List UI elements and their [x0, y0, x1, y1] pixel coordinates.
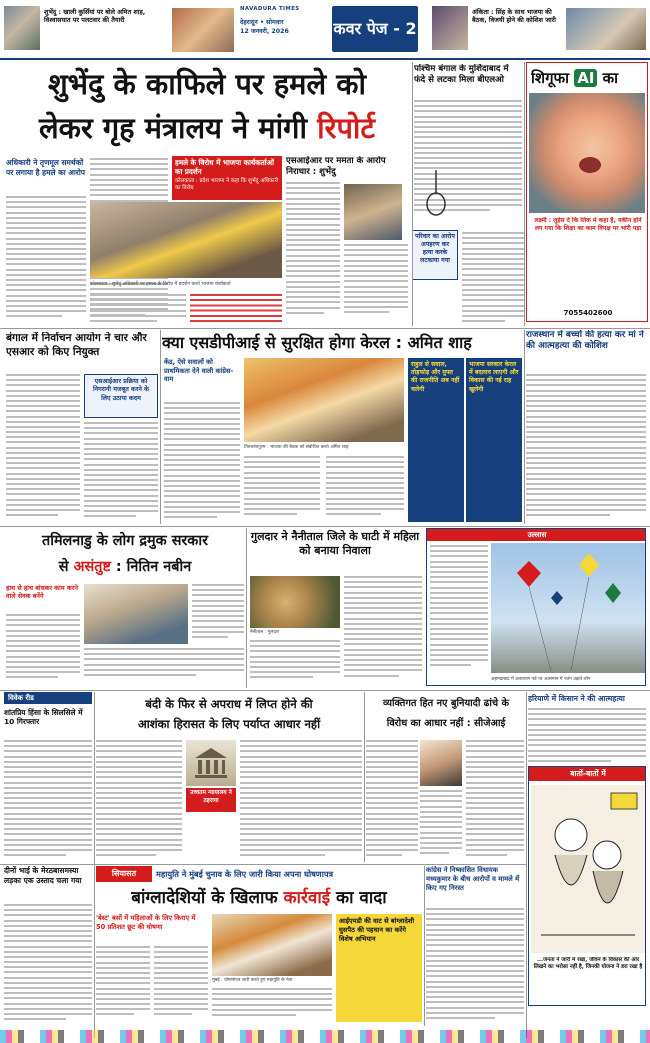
jail-headline-line1: बंदी के फिर से अपराध में लिप्त होने की — [145, 697, 313, 711]
kite-photo — [491, 543, 645, 673]
personal-body-3 — [466, 740, 524, 860]
sir-body-left — [286, 182, 340, 324]
tn-body-1 — [6, 614, 80, 686]
sir-headline[interactable]: एसआईआर पर ममता के आरोप निराधार : शुभेंदु — [286, 156, 386, 177]
col-rule-a — [412, 62, 413, 326]
col-rule-c — [160, 330, 161, 524]
personal-headline-line2: विरोध का आधार नहीं : सीजेआई — [386, 718, 506, 729]
rule-3 — [0, 690, 650, 691]
mumbai-strap: महायुति ने मुंबई चुनाव के लिए जारी किया अपना घोषणापत्र — [156, 869, 334, 879]
rajasthan-headline[interactable]: राजस्थान में बच्चों की हत्या कर मां ने की आत्महत्या की कोशिश — [526, 330, 644, 351]
tn-sub: हाथ से हाथ बांधकर काम करने वाले सेवक बनेंगे — [6, 584, 78, 601]
leopard-caption: नैनीताल : गुलदार — [250, 630, 279, 635]
right-teaser-photo — [432, 6, 468, 50]
supreme-court-photo — [186, 740, 236, 786]
col-rule-d — [524, 330, 525, 524]
festival-caption: अहमदाबाद में उत्तरायण पर्व पर आसमान में पतंग उड़ाते लोग — [491, 677, 591, 682]
lead-headline-highlight: रिपोर्ट — [317, 111, 376, 145]
masthead-center — [240, 6, 418, 52]
col-rule-i — [424, 866, 425, 1026]
shah-sub: केंद्र, ऐसे सवालों को प्राथमिकता देने वाली कांग्रेस-वाम — [164, 358, 234, 384]
left-teaser-photo — [4, 6, 40, 50]
protest-body — [90, 294, 186, 324]
haryana-headline[interactable]: हरियाणे में किसान ने की आत्महत्या — [528, 694, 625, 703]
masthead — [0, 0, 650, 60]
lead-body-left — [6, 196, 86, 324]
cartoon-title-bar — [529, 767, 646, 781]
tn-body-3 — [192, 584, 244, 646]
col-rule-g — [364, 692, 365, 862]
bangla-headline[interactable]: बांग्लादेशियों के खिलाफ कार्रवाई का वादा — [131, 888, 387, 908]
col-rule-h — [526, 692, 527, 1038]
shigufa-caption: लक्ष्मी : लुईस दे कि लिंक मे कहा है, यकीन होने लग गया कि शिक्षा का काम विपक्ष पर भारी पड़ा — [534, 217, 642, 233]
festival-title-bar — [427, 529, 646, 541]
cartoon-illustration — [531, 785, 645, 953]
jail-headline-line2: आशंका हिरासत के लिए पर्याप्त आधार नहीं — [137, 717, 321, 731]
election-body-1 — [6, 374, 80, 522]
shah-photo — [244, 358, 404, 442]
congress-headline[interactable]: कांग्रेस ने निष्कासित विधायक मध्यकुमार के बीच आरोपों व मामले में किए गए निरस्त — [426, 866, 520, 892]
shah-yellow-1-text: राहुल से सवाल, तोड़फोड़ और मुफ्त की राजनीति अब नहीं चलेगी — [411, 361, 460, 393]
col-rule-f — [94, 692, 95, 1038]
festival-title: उल्लास — [527, 530, 547, 539]
baby-mouth — [579, 157, 601, 173]
personal-headline[interactable] — [366, 694, 526, 736]
bangla-yellow-box — [336, 914, 422, 1022]
jail-caption: उच्चतम न्यायालय ने ठहराया — [190, 790, 232, 804]
right-teaser-photo-2 — [566, 8, 646, 50]
shah-body-3 — [326, 456, 404, 522]
tn-headline[interactable] — [6, 528, 244, 582]
tn-headline-highlight: असंतुष्ट — [73, 559, 111, 575]
leopard-photo — [250, 576, 340, 628]
leopard-headline[interactable]: गुलदार ने नैनीताल जिले के घाटी में महिला को बनाया निवाला — [250, 530, 420, 557]
shah-headline[interactable]: क्या एसडीपीआई से सुरक्षित होगा केरल : अमित शाह — [162, 333, 472, 352]
vivek-body — [4, 740, 92, 860]
cartoon-caption: ...जनता ने जारी में रखा, जीवन के विकास की ओर लिखने का भरोसा नहीं है, जिनकी योजना ने डरा रखा है — [533, 957, 643, 971]
masthead-rule — [0, 58, 650, 60]
day: सोमवार — [266, 19, 284, 26]
election-body-2 — [84, 422, 158, 522]
noose-box-text: परिवार का आरोप अपहरण कर हत्या करके लटकाया गया — [415, 233, 455, 264]
bangla-sub: 'बेस्ट' बसों में महिलाओं के लिए किराए में 50 प्रतिशत छूट की घोषणा — [96, 914, 196, 931]
tn-photo — [84, 584, 188, 644]
lead-headline[interactable] — [4, 62, 410, 154]
blo-headline[interactable]: पश्चिम बंगाल के मुर्शिदाबाद में फंदे से लटका मिला बीएलओ — [414, 64, 509, 85]
mumbai-photo-caption: मुंबई : घोषणापत्र जारी करते हुए महायुति के नेता — [212, 978, 293, 983]
date-line: देहरादून • सोमवार 12 जनवरी, 2026 — [240, 19, 289, 35]
ai-badge: AI — [574, 69, 597, 87]
protest-box-sub: कोलकाता : प्रदेश भाजपा ने कहा कि शुभेंदु अधिकारी का विरोध — [175, 177, 279, 191]
noose-box — [412, 230, 458, 280]
sir-body-right — [344, 244, 408, 324]
vivek-title: विवेक रीड — [8, 694, 34, 702]
siyasat-tag — [96, 866, 152, 882]
haryana-body — [528, 708, 646, 766]
masthead-crowd-photo — [172, 8, 234, 52]
left-bottom-headline[interactable]: दीनों भाई के मेरठबासमस्या लड़का एक उस्ताद चला गया — [4, 866, 82, 885]
left-teaser[interactable]: शुभेंदु : खाली कुर्सियां पर बोले अमित शाह, विश्वासघात पर पलटवार की तैयारी — [44, 8, 146, 25]
leopard-body-2 — [344, 576, 422, 686]
congress-body — [426, 908, 524, 1022]
festival-body — [430, 545, 488, 673]
shigufa-title: शिगूफा AI का — [531, 69, 619, 87]
kites-illustration — [491, 543, 645, 673]
bangla-yellow-text: आईएमडी की वाट से बांग्लादेशी घुसपैठ की पहचान का करेंगे विशेष अभियान — [339, 917, 415, 943]
cji-photo — [420, 740, 462, 786]
personal-headline-line1: व्यक्तिगत हित नए बुनियादी ढांचे के — [382, 698, 510, 709]
jail-caption-box — [186, 788, 236, 812]
bangla-body-2 — [154, 946, 208, 1022]
tn-headline-line1: तमिलनाडु के लोग द्रमुक सरकार — [42, 533, 208, 549]
blo-body-2 — [462, 232, 524, 324]
rajasthan-body — [526, 374, 646, 522]
vivek-title-bar — [4, 692, 92, 704]
col-rule-e — [246, 528, 247, 688]
shah-photo-caption: तिरुवनंतपुरम : भाजपा की बैठक को संबोधित करते अमित शाह — [244, 445, 349, 450]
court-building-icon — [193, 746, 229, 780]
protest-photo — [90, 202, 282, 278]
personal-body-2 — [420, 790, 462, 860]
vivek-headline[interactable]: शांतप्रिय हिंसा के सिलसिले में 10 गिरफ्तार — [4, 708, 83, 727]
shigufa-box — [526, 62, 648, 322]
election-headline[interactable]: बंगाल में निर्वाचन आयोग ने चार और एसआर को किए नियुक्त — [6, 332, 147, 358]
print-registration-marks — [0, 1030, 650, 1043]
bangla-body-3 — [212, 988, 332, 1022]
tn-headline-line2: से असंतुष्ट : नितिन नबीन — [58, 559, 192, 575]
personal-body-1 — [366, 740, 418, 860]
siyasat-label: सियासत — [111, 869, 137, 878]
right-teaser[interactable]: अंकिता : सिंह के साथ भाजपा की बैठक, विजयी होने की कोशिश जारी — [472, 8, 556, 25]
paper-name: NAVADURA TIMES — [240, 6, 300, 12]
lead-sub-left: अधिकारी ने तृणमूल समर्थकों पर लगाया है हमले का आरोप — [6, 158, 85, 177]
protest-box — [172, 156, 282, 200]
jail-headline[interactable] — [96, 694, 362, 736]
festival-box — [426, 528, 646, 686]
shah-yellow-2-text: भाजपा सरकार केरल में बदलाव लाएगी और विकास की नई राह खुलेगी — [469, 361, 519, 393]
jail-body-1 — [96, 740, 182, 860]
protest-photo-caption: कोलकाता : शुभेंदु अधिकारी पर हमला के विरोध में प्रदर्शन करते भाजपा कार्यकर्ता — [90, 282, 231, 287]
sir-photo — [344, 184, 402, 240]
lead-headline-line2: लेकर गृह मंत्रालय ने मांगी रिपोर्ट — [38, 111, 376, 145]
election-box-text: एसआईआर प्रक्रिया को निगरानी मजबूत करने के लिए उठाया कदम — [93, 378, 149, 402]
mumbai-photo — [212, 914, 332, 976]
shah-body-1 — [164, 402, 240, 522]
rule-4 — [0, 864, 526, 865]
leopard-body-1 — [250, 640, 340, 686]
cartoon-title: बातों-बातों में — [570, 769, 606, 778]
election-box — [84, 374, 158, 418]
lead-headline-line1: शुभेंदु के काफिले पर हमले को — [47, 67, 367, 101]
date: 12 जनवरी, 2026 — [240, 28, 289, 35]
jail-body-2 — [240, 740, 362, 860]
tn-body-2 — [84, 648, 244, 686]
protest-body-red — [190, 294, 282, 324]
page-label-box — [332, 6, 418, 52]
protest-box-title: हमले के विरोध में भाजपा कार्यकर्ताओं का प्रदर्शन — [175, 158, 274, 177]
col-rule-b — [524, 62, 525, 326]
noose-illustration — [414, 170, 458, 226]
page-label: कवर पेज - 2 — [333, 19, 417, 38]
rule-2 — [0, 526, 650, 527]
shah-yellow-2 — [466, 358, 522, 522]
rule-1 — [0, 328, 650, 329]
shah-yellow-1 — [408, 358, 464, 522]
shah-body-2 — [244, 456, 320, 522]
bangla-body-1 — [96, 946, 150, 1022]
crying-baby-photo — [529, 93, 645, 213]
city: देहरादून — [240, 19, 258, 26]
shigufa-phone: 7055402600 — [563, 309, 613, 317]
cartoon-box — [528, 766, 646, 1006]
left-bottom-body — [4, 904, 92, 1022]
bangla-headline-highlight: कार्रवाई — [283, 888, 331, 908]
